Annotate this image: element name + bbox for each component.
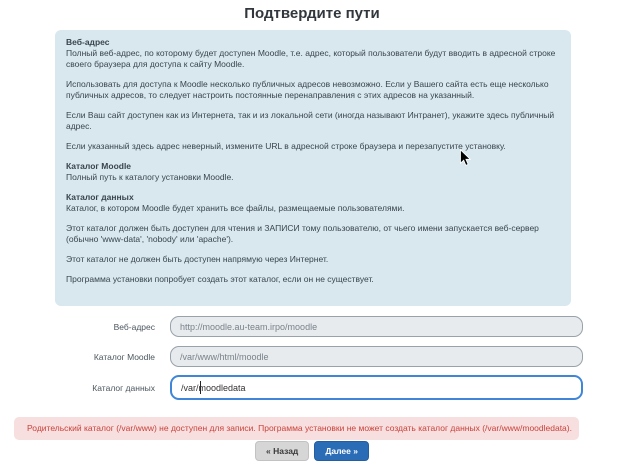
info-paragraph: Этот каталог не должен быть доступен напрямую через Интернет. — [66, 254, 329, 264]
nav-buttons — [0, 441, 624, 461]
info-section-moodle-dir — [66, 161, 560, 183]
mouse-cursor-icon — [459, 149, 471, 167]
next-button[interactable]: Далее » — [314, 441, 369, 461]
web-address-input-wrap — [170, 316, 583, 337]
moodle-dir-input-wrap — [170, 346, 583, 367]
form-row-moodle-dir — [0, 346, 583, 367]
data-dir-label: Каталог данных — [92, 382, 155, 393]
form-row-web-address — [0, 316, 583, 337]
info-paragraph: Если Ваш сайт доступен как из Интернета, так и из локальной сети (иногда называют Интранет), укажите здесь публичный адрес. — [66, 110, 555, 131]
data-dir-input[interactable] — [170, 375, 583, 400]
web-address-input — [170, 316, 583, 337]
info-heading-moodle-dir: Каталог Moodle — [66, 161, 132, 171]
info-paragraph: Использовать для доступа к Moodle несколько публичных адресов невозможно. Если у Вашего сайта есть еще несколько публичных адресов, то следует настроить постоянные перенаправления с этих адресов на указанный. — [66, 79, 549, 100]
page-title: Подтвердите пути — [244, 5, 380, 22]
web-address-label: Веб-адрес — [113, 321, 155, 332]
info-paragraph: Полный путь к каталогу установки Moodle. — [66, 172, 234, 182]
info-paragraph: Программа установки попробует создать этот каталог, если он не существует. — [66, 274, 374, 284]
info-paragraph: Каталог, в котором Moodle будет хранить все файлы, размещаемые пользователями. — [66, 203, 405, 213]
moodle-dir-input — [170, 346, 583, 367]
info-paragraph: Этот каталог должен быть доступен для чтения и ЗАПИСИ тому пользователю, от чьего имени запускается веб-сервер (обычно 'www-data', 'nobody' или 'apache'). — [66, 223, 539, 244]
info-paragraph: Полный веб-адрес, по которому будет доступен Moodle, т.е. адрес, который пользователи будут вводить в адресной строке своего браузера для доступа к сайту Moodle. — [66, 48, 556, 69]
back-button[interactable]: « Назад — [255, 441, 309, 461]
data-dir-input-wrap — [170, 375, 583, 400]
error-message-text: Родительский каталог (/var/www) не доступен для записи. Программа установки не может создать каталог данных (/var/www/moodledata). — [27, 423, 572, 433]
info-heading-web-address: Веб-адрес — [66, 37, 110, 47]
info-section-data-dir — [66, 192, 560, 285]
paths-description-panel — [55, 30, 571, 306]
error-message-box — [14, 417, 579, 440]
info-paragraph: Если указанный здесь адрес неверный, измените URL в адресной строке браузера и перезапустите установку. — [66, 141, 506, 151]
text-caret — [200, 381, 201, 394]
form-row-data-dir — [0, 375, 583, 400]
info-section-web-address — [66, 37, 560, 152]
info-heading-data-dir: Каталог данных — [66, 192, 134, 202]
moodle-dir-label: Каталог Moodle — [93, 351, 155, 362]
